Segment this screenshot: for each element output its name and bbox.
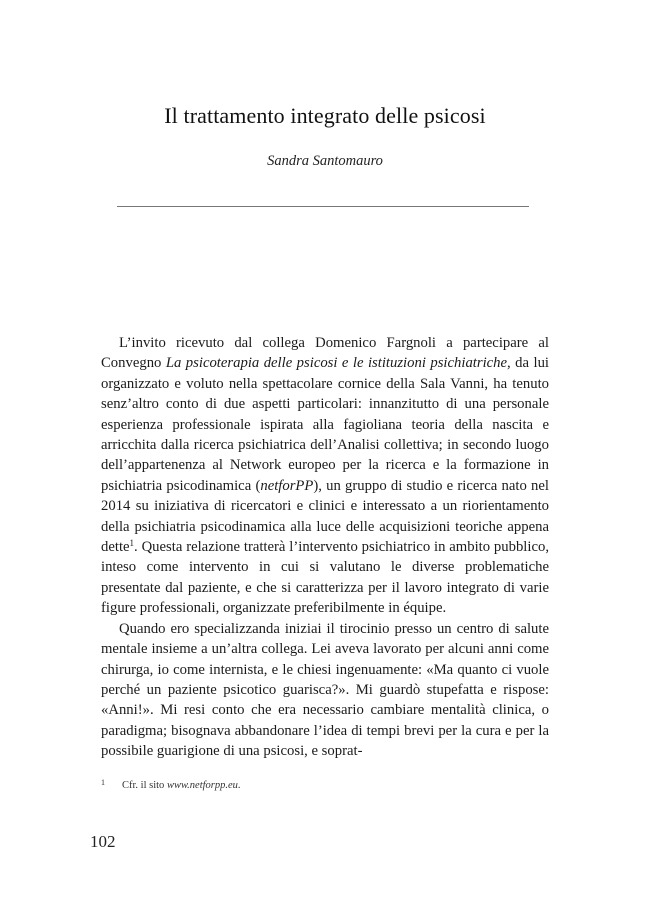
footnote-mark: 1 xyxy=(101,778,105,787)
text-run: ), un gruppo di studio e ricerca nato nel 2014 su iniziativa di ricercatori e clinici e interessato a un riorientamento della psichiatria psicodinamica alla luce delle acquisizioni teoriche appena dette xyxy=(101,477,549,556)
text-run: . Questa relazione tratterà l’intervento psichiatrico in ambito pubblico, inteso come intervento in cui si valutano le diverse problematiche presentate dal paziente, e che si caratterizza per il lavoro integrato di varie figure professionali, organizzate preferibilmente in équipe. xyxy=(101,539,549,617)
text-run: Quando ero specializzanda iniziai il tirocinio presso un centro di salute mentale insieme a un’altra collega. Lei aveva lavorato per alcuni anni come chirurga, io come internista, e le chiesi ingenuamente: «Ma quanto ci vuole perché un paziente psicotico guarisca?». Mi guardò stupefatta e rispose: «Anni!». Mi resi conto che era necessario cambiare mentalità clinica, o paradigma; bisognava abbandonare l’idea di tempi brevi per la cura e per la possibile guarigione di una psicosi, e soprat- xyxy=(101,620,549,760)
page-number: 102 xyxy=(90,832,116,851)
footnote-site: www.netforpp.eu xyxy=(166,780,238,791)
footnote xyxy=(101,778,549,791)
paragraph xyxy=(101,333,549,619)
footnote-reference: 1 xyxy=(129,538,135,549)
text-run: , da lui organizzato e voluto nella spettacolare cornice della Sala Vanni, ha tenuto senz’altro conto di due aspetti particolari: innanzitutto di una personale esperienza professionale ispirata alla fagioliana teoria della nascita e arricchita dalla ricerca psichiatrica dell’Analisi collettiva; in secondo luogo dell’appartenenza al Network europeo per la ricerca e la formazione in psichiatria psicodinamica ( xyxy=(101,355,549,494)
footnote-prefix: Cfr. il sito xyxy=(122,780,167,791)
title-divider xyxy=(117,206,529,207)
text-run: L’invito ricevuto dal collega Domenico Fargnoli a partecipare al Convegno xyxy=(101,335,549,372)
author-name: Sandra Santomauro xyxy=(267,153,383,169)
book-title: La psicoterapia delle psicosi e le istituzioni psichiatriche xyxy=(165,355,508,372)
chapter-title: Il trattamento integrato delle psicosi xyxy=(164,103,486,128)
paragraph xyxy=(101,619,549,762)
footnote-suffix: . xyxy=(237,780,241,791)
body-text xyxy=(101,333,549,762)
network-acronym: netforPP xyxy=(260,477,314,494)
